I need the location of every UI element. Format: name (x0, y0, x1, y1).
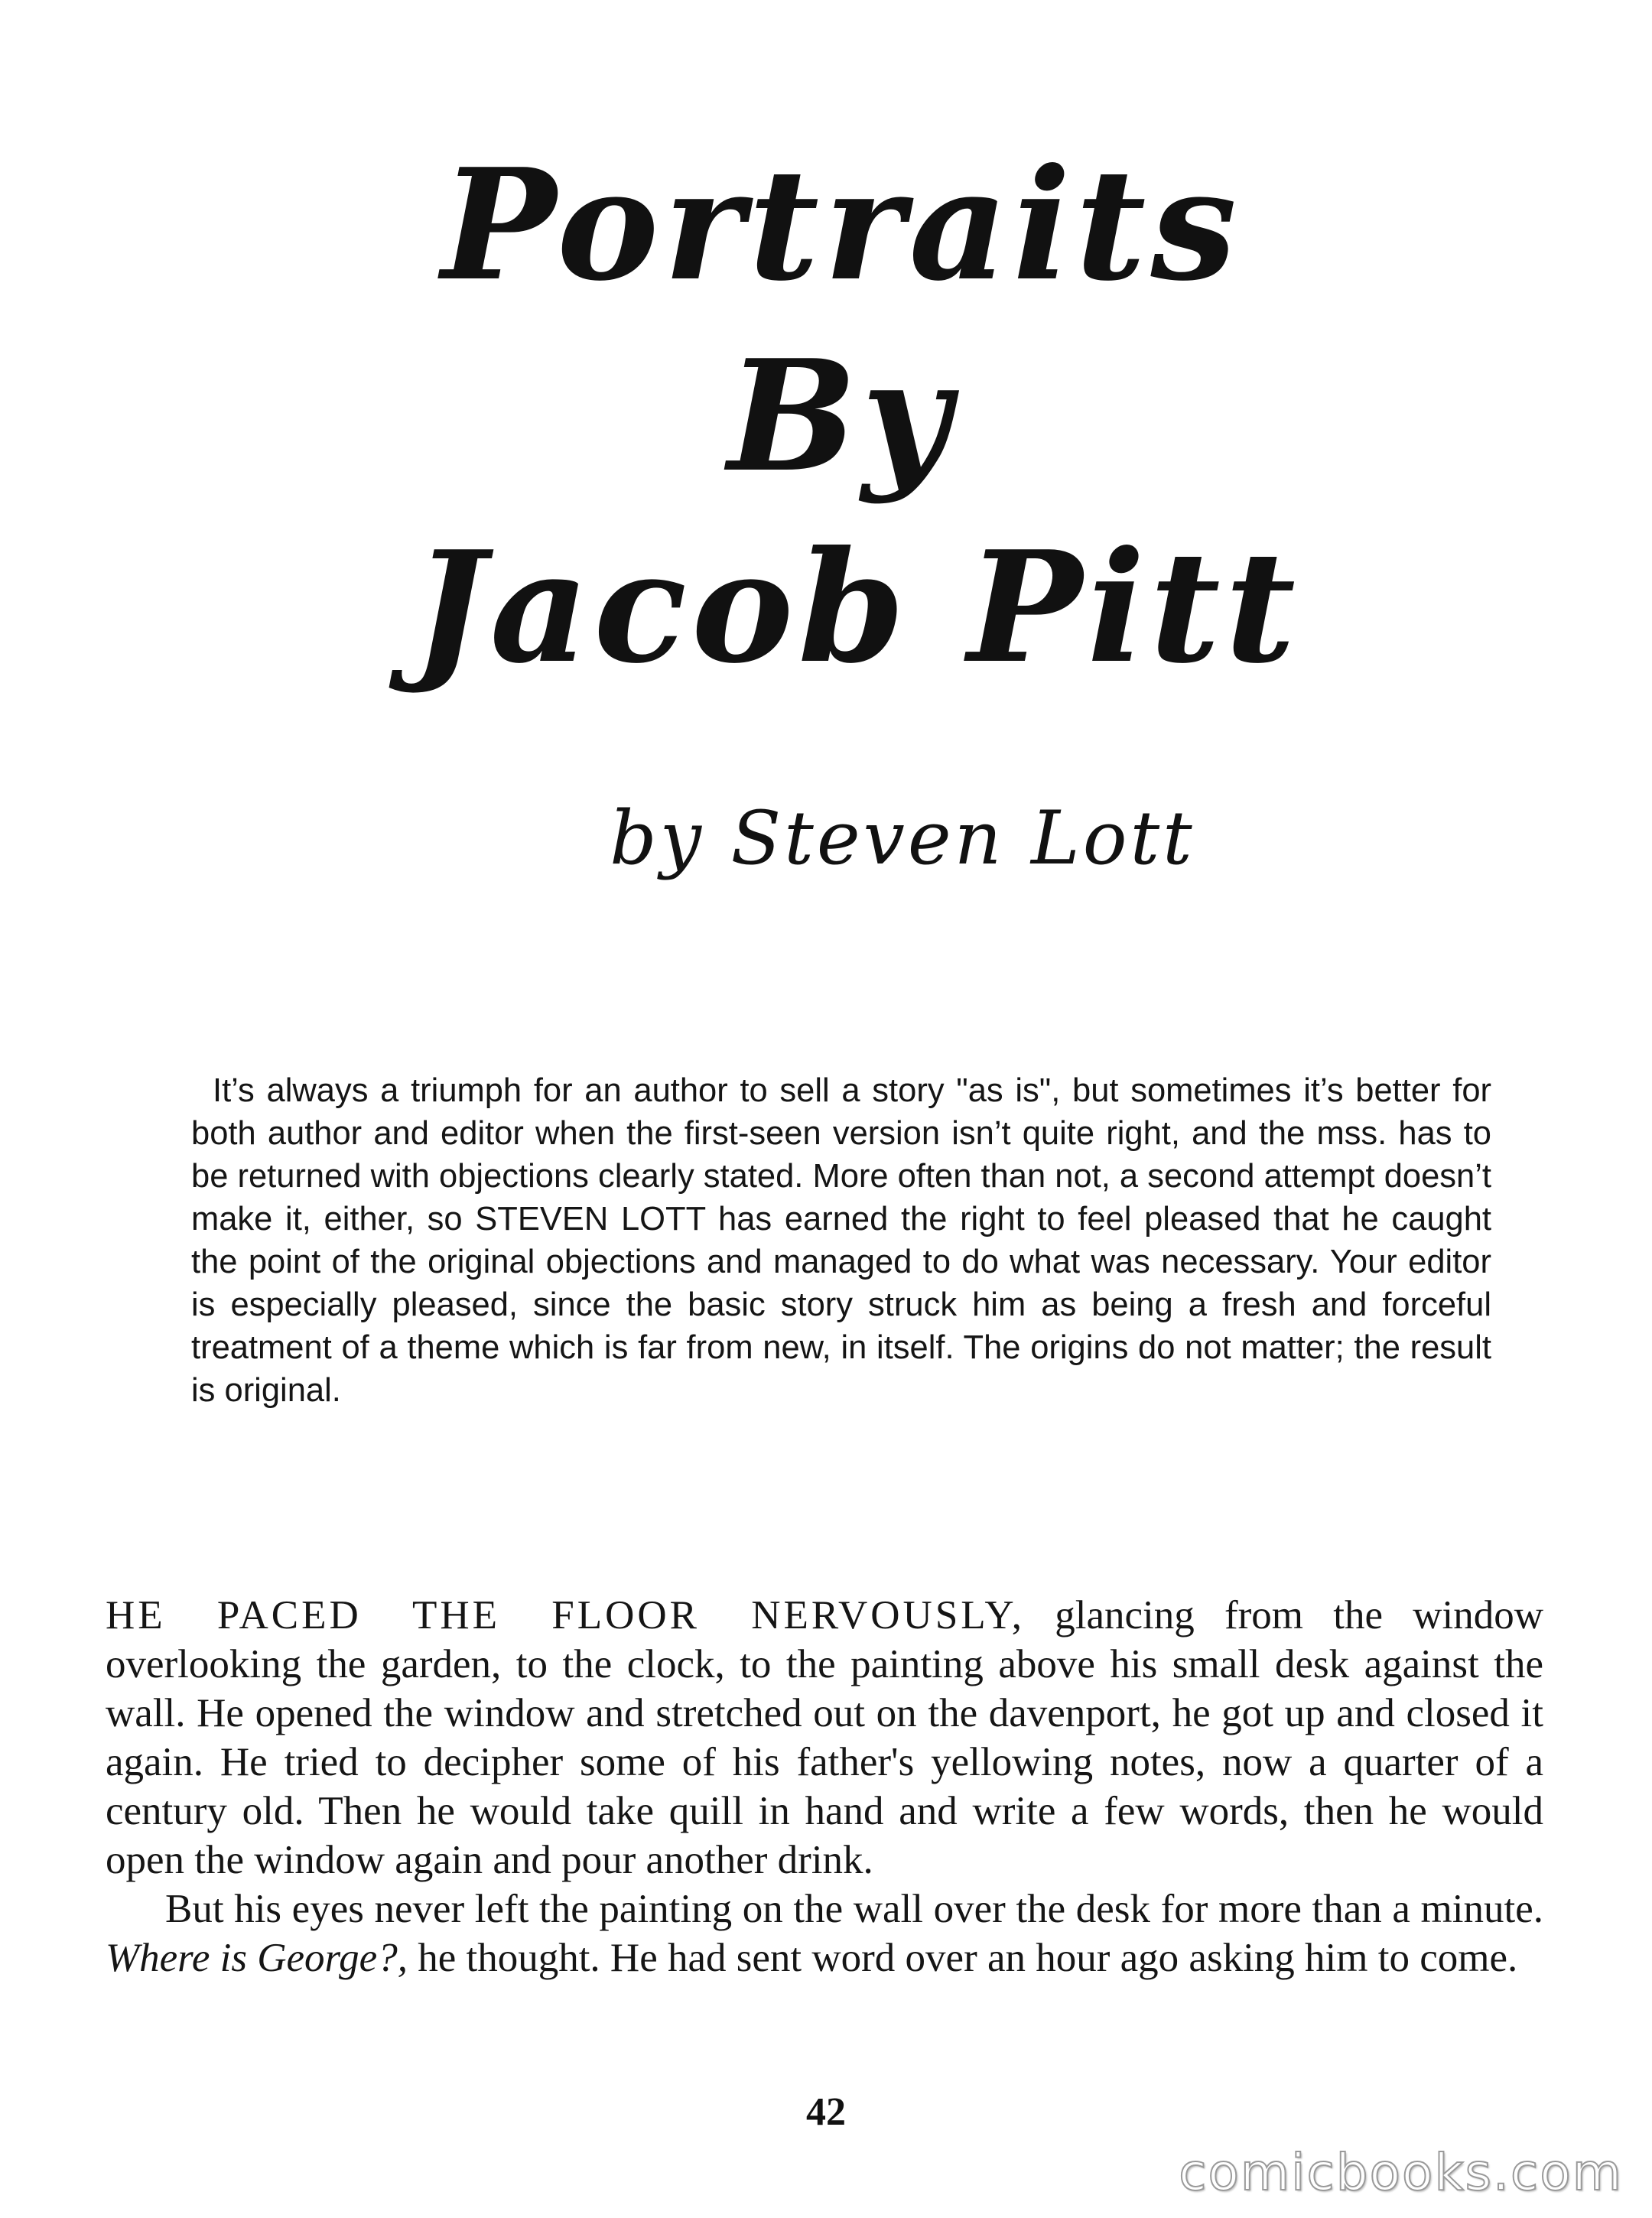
editor-introduction: It’s always a triumph for an author to sell a story "as is", but sometimes it’s better for both author and editor when the first-seen version isn’t quite right, and the mss. has to be returned with objections clearly stated. More often than not, a second attempt doesn’t make it, either, so STEVEN LOTT has earned the right to feel pleased that he caught the point of the original objections and managed to do what was necessary. Your editor is especially pleased, since the basic story struck him as being a fresh and forceful treatment of a theme which is far from new, in itself. The origins do not matter; the result is original. (191, 1072, 1491, 1409)
story-paragraph-1-text: glancing from the window overlooking the garden, to the clock, to the painting above his small desk against the wall. He opened the window and stretched out on the davenport, he got up and closed it again. He tried to decipher some of his father's yellowing notes, now a quarter of a century old. Then he would take quill in hand and write a few words, then he would open the window again and pour another drink. (106, 1593, 1543, 1882)
story-paragraph-2-end: he thought. He had sent word over an hour ago asking him to come. (407, 1936, 1518, 1980)
title-line-author-name: Jacob Pitt (413, 518, 1300, 698)
story-paragraph-2-italic: Where is George?, (106, 1936, 408, 1980)
story-title (0, 130, 1652, 704)
byline-text: by Steven Lott (610, 795, 1195, 881)
page-number: 42 (806, 2090, 846, 2134)
story-paragraph-2 (106, 1885, 1543, 1982)
watermark: comicbooks.com (1179, 2143, 1623, 2202)
story-paragraph-1 (106, 1591, 1543, 1885)
title-line-by: By (727, 327, 955, 506)
story-paragraph-2-start: But his eyes never left the painting on the wall over the desk for more than a minute. (165, 1887, 1543, 1931)
story-opening-caps: HE PACED THE FLOOR NERVOUSLY, (106, 1593, 1026, 1637)
title-line-portraits: Portraits (441, 135, 1242, 315)
byline (0, 795, 1652, 881)
story-body (106, 1591, 1543, 1982)
